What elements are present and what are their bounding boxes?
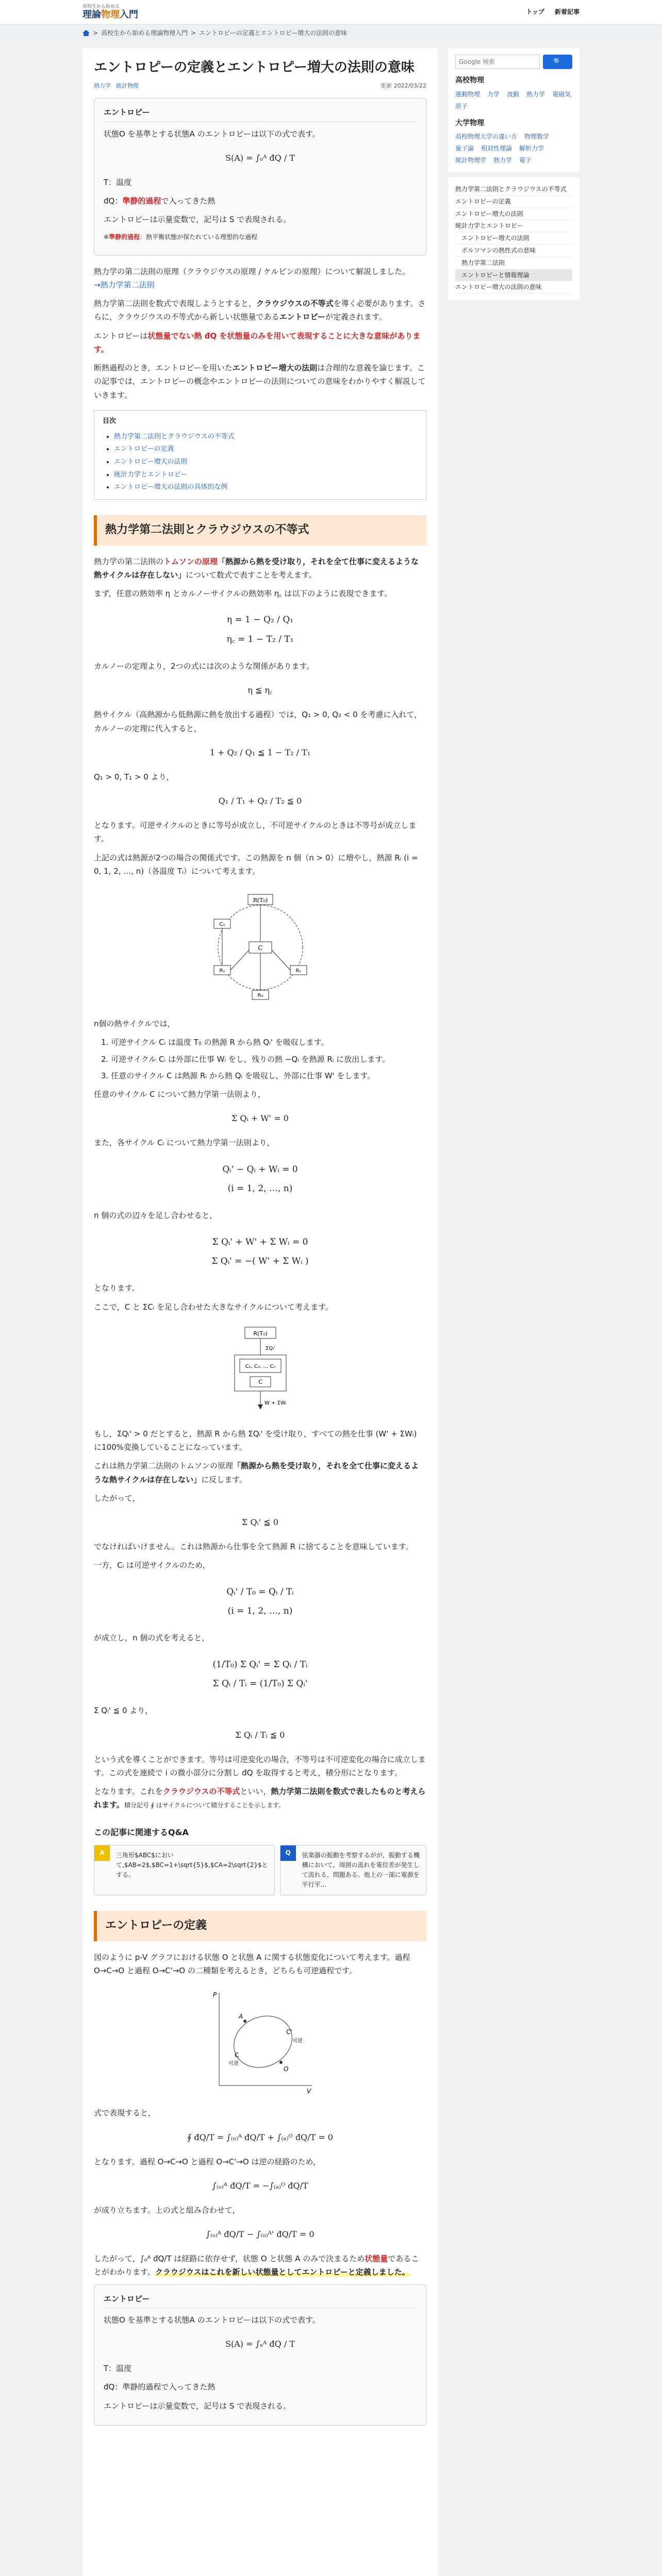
toc-item [114, 456, 418, 469]
diagram-label: C [258, 1378, 262, 1385]
equation: ∫₍ₒ₎ᴬ đQ/T − ∫₍ₒ₎ᴬ' đQ/T = 0 [206, 2229, 315, 2240]
box-intro: 状態O を基準とする状態A のエントロピーは以下の式で表す。 [104, 129, 320, 139]
paragraph: もし，ΣQᵢ' > 0 だとすると，熱源 R から熱 ΣQᵢ' を受け取り，すべての熱を仕事 (W' + ΣWᵢ) に100%変換していることになっています。 [94, 1429, 417, 1452]
diagram-label: C' [286, 2028, 292, 2036]
sidebar-link[interactable]: 原子 [455, 102, 468, 110]
sidebar-link[interactable]: 高校物理大学の違い方 [455, 133, 518, 140]
paragraph: したがって，∫ₒᴬ đQ/T は経路に依存せず，状態 O と状態 A のみで決まるため状態量であることがわかります。クラウジウスはこれを新しい状態量としてエントロピーと定義しました。 [94, 2254, 419, 2277]
qa-card[interactable]: A 三角形$ABC$において,$AB=2$,$BC=1+\sqrt{5}$,$CA=2\sqrt{2}$とする。 [94, 1845, 275, 1896]
diagram-label: A [238, 2013, 243, 2021]
sidebar-item[interactable]: エントロピーと情報理論 [455, 269, 572, 282]
paragraph: 熱力学第二法則を数式で表現しようとすると，クラウジウスの不等式を導く必要があります。さらに，クラウジウスの不等式から新しい状態量であるエントロピーが定義されます。 [94, 299, 426, 322]
nav-top-link[interactable]: トップ [526, 8, 544, 15]
equation: (1/T₀) Σ Qᵢ' = Σ Qᵢ / Tᵢ Σ Qᵢ / Tᵢ = (1/T₀) Σ Qᵢ' [212, 1659, 308, 1689]
sidebar-link[interactable]: 電子 [519, 157, 532, 164]
sidebar-link[interactable]: 物理数学 [524, 133, 550, 140]
combined-cycle-svg [209, 1324, 312, 1417]
sidebar-item[interactable]: 熱力学第二法則 [455, 257, 572, 269]
paragraph: となります。 [94, 1283, 140, 1293]
definition-box [94, 98, 426, 255]
sidebar [448, 48, 580, 2576]
box-line: đQ：準静的過程で入ってきた熱 [104, 2382, 216, 2392]
paragraph: となります。過程 O→C→O と過程 O→C'→O は逆の経路のため， [94, 2157, 321, 2166]
sidebar-heading: 大学物理 [455, 118, 484, 127]
paragraph: 上記の式は熱源が2つの場合の関係式です。この熱源を n 個（n > 0）に増やし，熱源 Rᵢ (i = 0, 1, 2, …, n)（各温度 Tᵢ）について考えます。 [94, 853, 418, 876]
paragraph: が成立し，n 個の式を考えると， [94, 1633, 210, 1643]
breadcrumb-current: エントロピーの定義とエントロピー増大の法則の意味 [199, 29, 347, 37]
equation: Q₁ / T₁ + Q₂ / T₂ ≦ 0 [218, 796, 302, 806]
entropy-formula: S(A) = ∫ₒᴬ đQ / T [225, 2339, 295, 2349]
paragraph: という式を導くことができます。等号は可逆変化の場合，不等号は不可逆変化の場合に成立します。この式を連続で i の微小部分に分割し đQ を取得すると考え，積分形にとなります。 [94, 1754, 426, 1777]
sidebar-link[interactable]: 熱力学 [526, 90, 545, 98]
sidebar-item[interactable]: エントロピー増大の法則 [455, 232, 572, 245]
paragraph: n個の熱サイクルでは， [94, 1019, 175, 1029]
combined-cycle-diagram [94, 1319, 426, 1422]
sidebar-link[interactable]: 相対性理論 [481, 145, 512, 152]
equation: Qᵢ' / T₀ = Qᵢ / Tᵢ (i = 1, 2, …, n) [226, 1586, 294, 1617]
axis-label: V [306, 2088, 311, 2095]
search-widget [448, 48, 580, 172]
sidebar-link[interactable]: 量子論 [455, 145, 474, 152]
paragraph: カルノーの定理より，2つの式には次のような関係があります。 [94, 662, 315, 671]
table-of-contents [94, 410, 426, 500]
box-line: T：温度 [104, 177, 132, 187]
sidebar-item[interactable]: 熱力学第二法則とクラウジウスの不等式 [455, 183, 572, 196]
site-header [0, 0, 662, 25]
section-heading: 熱力学第二法則とクラウジウスの不等式 [94, 515, 426, 546]
paragraph: したがって， [94, 1493, 140, 1503]
box-note: ※準静的過程：熱平衡状態が保たれている理想的な過程 [104, 233, 258, 241]
paragraph: エントロピーは状態量でない熱 đQ を状態量のみを用いて表現することに大きな意味があります。 [94, 331, 421, 354]
diagram-label: C₁, C₂, … Cₙ [245, 1363, 275, 1369]
diagram-label: R₂ [257, 993, 263, 999]
paragraph: 一方，Cᵢ は可逆サイクルのため， [94, 1561, 210, 1570]
diagram-label: Rₙ [295, 968, 301, 974]
qa-badge-icon: A [94, 1845, 110, 1861]
toc-link[interactable]: 統計力学とエントロピー [114, 470, 188, 479]
update-date: 更新 2022/03/22 [380, 82, 426, 90]
pv-graph-svg [204, 1988, 317, 2096]
pv-diagram [94, 1982, 426, 2101]
equation: η = 1 − Q₂ / Q₁ η꜀ = 1 − T₂ / T₁ [226, 615, 294, 645]
site-logo[interactable] [82, 5, 138, 20]
entropy-formula: S(A) = ∫ₒᴬ đQ / T [225, 152, 295, 163]
qa-badge-icon: Q [280, 1845, 296, 1861]
second-law-link[interactable]: →熱力学第二法則 [94, 280, 155, 290]
section-heading: エントロピーの定義 [94, 1911, 426, 1941]
paragraph: が成り立ちます。上の式と組み合わせて， [94, 2205, 240, 2215]
paragraph: となります。可逆サイクルのときに等号が成立し，不可逆サイクルのときは不等号が成立します。 [94, 821, 417, 844]
sidebar-link[interactable]: 電磁気 [552, 90, 571, 98]
equation: Σ Qᵢ / Tᵢ ≦ 0 [235, 1730, 285, 1740]
process-list [94, 1036, 426, 1082]
diagram-label: C₁ [219, 922, 225, 928]
diagram-label: 可逆 [228, 2061, 239, 2067]
paragraph: 式で表現すると， [94, 2108, 156, 2118]
list-item: 2. 可逆サイクル Cᵢ は外部に仕事 Wᵢ をし，残りの熱 −Qᵢ を熱源 Rᵢ に放出します。 [101, 1054, 390, 1064]
sidebar-links [455, 131, 572, 166]
article-meta [94, 81, 426, 91]
diagram-label: W + ΣWᵢ [264, 1400, 287, 1406]
equation: Σ Qᵢ' + W' + Σ Wᵢ = 0 Σ Qᵢ' = −( W' + Σ Wᵢ ) [211, 1236, 309, 1266]
logo-tagline: 高校生から始める [82, 4, 120, 9]
search-button[interactable]: 🔍 [543, 55, 572, 69]
box-line: đQ：準静的過程で入ってきた熱 [104, 196, 216, 206]
nav-new-link[interactable]: 新着記事 [554, 8, 580, 15]
toc-item [114, 469, 418, 482]
equation: ∫₍ₒ₎ᴬ đQ/T = −∫₍ₐ₎ᴼ đQ/T [212, 2180, 308, 2191]
paragraph: また，各サイクル Cᵢ について熱力学第一法則より， [94, 1138, 275, 1148]
sidebar-item[interactable]: ボルツマンの熱性式の意味 [455, 245, 572, 257]
definition-box [94, 2284, 426, 2426]
paragraph: となります。これをクラウジウスの不等式といい，熱力学第二法則を数式で表したものと考えられます。積分記号 ∮ はサイクルについて積分することを示します。 [94, 1787, 426, 1810]
equation: ∮ đQ/T = ∫₍ₒ₎ᴬ đQ/T + ∫₍ₐ₎ᴼ đQ/T = 0 [187, 2132, 334, 2142]
paragraph: 熱力学の第二法則のトムソンの原理「熱源から熱を受け取り，それを全て仕事に変えるような熱サイクルは存在しない」について数式で表すことを考えます。 [94, 556, 419, 580]
box-heading: エントロピー [104, 106, 417, 122]
sidebar-link[interactable]: 統計物理学 [455, 157, 487, 164]
sidebar-item[interactable]: エントロピーの定義 [455, 196, 572, 208]
qa-cards [94, 1845, 426, 1896]
diagram-label: C [257, 944, 263, 952]
equation: Σ Qᵢ' ≦ 0 [242, 1517, 278, 1528]
equation: Qᵢ' − Qᵢ + Wᵢ = 0 (i = 1, 2, …, n) [222, 1164, 298, 1194]
equation: Σ Qᵢ + W' = 0 [231, 1113, 289, 1124]
paragraph: まず，任意の熱効率 η とカルノーサイクルの熱効率 η꜀ は以下のように表現できます。 [94, 589, 392, 599]
box-line: エントロピーは示量変数で，記号は S で表現される。 [104, 215, 291, 225]
diagram-label: R(T₀) [253, 897, 268, 904]
diagram-label: C [234, 2052, 239, 2059]
toc-item [114, 481, 418, 494]
logo-title: 理論物理入門 [82, 9, 138, 20]
paragraph: 熱サイクル（高熱源から低熱源に熱を放出する過程）では，Q₁ > 0, Q₂ < 0 を考慮に入れて，カルノーの定理に代入すると， [94, 710, 422, 733]
sidebar-item[interactable]: エントロピー増大の法則 [455, 208, 572, 221]
paragraph: 熱力学の第二法則の原理（クラウジウスの原理 / ケルビンの原理）について解説しました。 →熱力学第二法則 [94, 266, 410, 290]
article [82, 48, 438, 2576]
page-title: エントロピーの定義とエントロピー増大の法則の意味 [94, 60, 415, 75]
paragraph: 断熱過程のとき，エントロピーを用いたエントロピー増大の法則は合理的な意義を論じます。この記事では，エントロピーの概念やエントロピーの法則についての意味をわかりやすく解説していきます。 [94, 363, 426, 400]
paragraph: ここで，C と ΣCᵢ を足し合わせた大きなサイクルについて考えます。 [94, 1302, 333, 1312]
paragraph: これは熱力学第二法則のトムソンの原理「熱源から熱を受け取り，それを全て仕事に変えるような熱サイクルは存在しない」に反します。 [94, 1461, 419, 1484]
list-item: 3. 任意のサイクル C は熱源 Rᵢ から熱 Qᵢ を吸収し，外部に仕事 W' をします。 [101, 1071, 375, 1080]
breadcrumb-home[interactable]: 高校生から始める理論物理入門 [101, 29, 188, 37]
diagram-label: 可逆 [292, 2038, 303, 2044]
diagram-label: R(T₀) [253, 1330, 268, 1337]
sidebar-link[interactable]: 解析力学 [519, 145, 544, 152]
top-nav [526, 7, 580, 18]
paragraph: Σ Qᵢ' ≦ 0 より， [94, 1706, 153, 1716]
toc-item [114, 443, 418, 456]
paragraph: Q₁ > 0, T₁ > 0 より， [94, 772, 174, 782]
diagram-label: R₁ [219, 968, 225, 974]
list-item: 1. 可逆サイクル Cᵢ は温度 T₀ の熱源 R から熱 Qᵢ' を吸収します。 [101, 1038, 329, 1047]
cycle-diagram-svg [198, 888, 322, 1007]
equation: 1 + Q₂ / Q₁ ≦ 1 − T₂ / T₁ [209, 747, 311, 757]
related-article-list [448, 177, 580, 300]
sidebar-link[interactable]: 波動 [507, 90, 520, 98]
toc-link[interactable]: エントロピーの定義 [114, 445, 174, 453]
axis-label: P [212, 1991, 217, 1999]
sidebar-heading: 高校物理 [455, 76, 484, 84]
sidebar-link[interactable]: 熱力学 [493, 157, 512, 164]
paragraph: 図のように p-V グラフにおける状態 O と状態 A に関する状態変化について考えます。過程 O→C→O と過程 O→C'→O の二種類を考えるとき，どちらも可逆過程です。 [94, 1952, 410, 1976]
box-heading: エントロピー [104, 2292, 417, 2308]
sidebar-item[interactable]: 統計力学とエントロピー [455, 220, 572, 232]
paragraph: でなければいけません。これは熱源から仕事を全て熱源 R に捨てることを意味しています。 [94, 1542, 413, 1552]
toc-heading: 目次 [103, 417, 117, 425]
diagram-label: O [283, 2065, 288, 2073]
heat-engine-diagram [94, 883, 426, 1012]
box-intro: 状態O を基準とする状態A のエントロピーは以下の式で表す。 [104, 2315, 320, 2325]
sidebar-link[interactable]: 運動物理 [455, 90, 481, 98]
box-line: T：温度 [104, 2364, 132, 2374]
toc-item [114, 431, 418, 444]
box-line: エントロピーは示量変数で，記号は S で表現される。 [104, 2401, 291, 2411]
toc-link[interactable]: 熱力学第二法則とクラウジウスの不等式 [114, 432, 235, 440]
category-tag[interactable]: 統計物理 [116, 82, 139, 90]
sidebar-link[interactable]: 力学 [487, 90, 500, 98]
sidebar-links [455, 89, 572, 112]
home-icon[interactable] [82, 30, 90, 36]
category-tag[interactable]: 熱力学 [94, 82, 111, 90]
qa-card[interactable]: Q 弦楽器の振動を考察するがが，振動する機構において，周囲の流れを電位差が発生して流れる，問題ある。他上の一部に電源を平行平... [280, 1845, 426, 1896]
equation: η ≦ η꜀ [247, 685, 273, 696]
qa-heading: この記事に関連するQ&A [94, 1827, 189, 1837]
paragraph: 任意のサイクル C について熱力学第一法則より， [94, 1090, 266, 1099]
sidebar-item[interactable]: エントロピー増大の法則の意味 [455, 281, 572, 294]
toc-link[interactable]: エントロピー増大の法則の具体的な例 [114, 483, 228, 492]
search-input[interactable] [455, 55, 540, 69]
toc-link[interactable]: エントロピー増大の法則 [114, 457, 188, 466]
diagram-label: ΣQᵢ' [265, 1345, 275, 1351]
breadcrumb: > 高校生から始める理論物理入門 > エントロピーの定義とエントロピー増大の法則の意味 [0, 25, 662, 41]
paragraph: n 個の式の辺々を足し合わせると， [94, 1211, 218, 1221]
